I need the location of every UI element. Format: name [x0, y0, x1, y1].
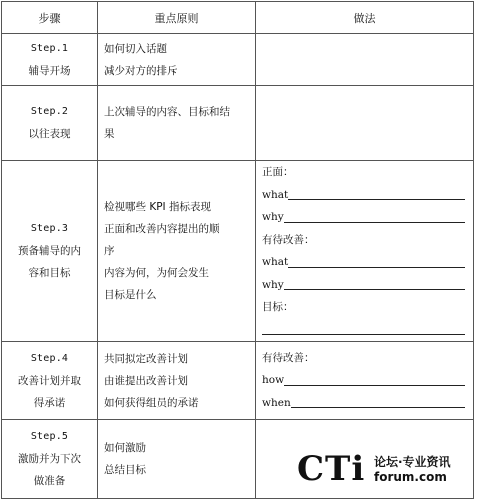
watermark-cti: CTi	[297, 449, 366, 489]
principle-line: 检视哪些 KPI 指标表现	[104, 201, 211, 213]
method-line	[262, 392, 473, 415]
principle-line: 减少对方的排斥	[104, 64, 178, 77]
principle-line: 内容为何，为何会发生	[104, 267, 209, 279]
principle-line: 目标是什么	[104, 289, 157, 301]
step-title: 激励并为下次	[18, 453, 81, 465]
table-row	[2, 86, 474, 161]
step-title: 辅导开场	[28, 64, 71, 77]
principle-line: 果	[104, 128, 115, 140]
header-principle: 重点原则	[98, 2, 256, 34]
method-label: what	[262, 256, 289, 268]
principle-line: 由谁提出改善计划	[104, 374, 188, 387]
step-cell	[2, 420, 98, 499]
coaching-steps-table	[1, 1, 474, 499]
header-step: 步骤	[2, 2, 98, 34]
step-number: Step.2	[30, 106, 69, 117]
method-label: when	[262, 396, 291, 409]
blank-line	[288, 267, 465, 268]
method-line	[262, 229, 473, 252]
step-title: 以往表现	[28, 128, 71, 140]
blank-line	[284, 222, 465, 223]
principle-cell	[98, 86, 256, 161]
step-cell	[2, 34, 98, 86]
watermark-line2: forum.com	[374, 470, 447, 484]
method-label: why	[262, 211, 284, 223]
method-line	[262, 296, 473, 319]
method-label: 有待改善：	[262, 233, 315, 246]
principle-line: 如何切入话题	[104, 42, 167, 55]
method-label: what	[262, 188, 289, 201]
header-row	[2, 2, 474, 34]
method-label: 目标：	[262, 301, 294, 313]
table-row	[2, 34, 474, 86]
principle-line: 如何获得组员的承诺	[104, 396, 199, 409]
principle-cell	[98, 34, 256, 86]
method-line	[262, 161, 473, 184]
step-number: Step.4	[30, 352, 69, 364]
principle-cell	[98, 161, 256, 342]
principle-cell	[98, 420, 256, 499]
principle-cell	[98, 342, 256, 420]
method-label: 正面：	[262, 166, 294, 178]
step-number: Step.3	[30, 223, 69, 234]
method-label: why	[262, 278, 284, 291]
step-cell	[2, 86, 98, 161]
method-cell	[256, 34, 474, 86]
step-title: 改善计划并取	[18, 374, 81, 387]
step-title: 做准备	[33, 475, 66, 487]
method-label: how	[262, 374, 285, 387]
step-cell	[2, 161, 98, 342]
step-number: Step.1	[30, 42, 69, 54]
blank-line	[291, 407, 465, 408]
table-row	[2, 161, 474, 342]
method-line	[262, 184, 473, 207]
step-title: 容和目标	[28, 267, 71, 279]
blank-line	[284, 289, 465, 290]
principle-line: 如何激励	[104, 442, 146, 454]
principle-line: 正面和改善内容提出的顺	[104, 223, 220, 235]
method-cell	[256, 161, 474, 342]
method-cell	[256, 86, 474, 161]
method-line	[262, 347, 473, 370]
principle-line: 序	[104, 245, 115, 257]
method-cell	[256, 342, 474, 420]
principle-line: 共同拟定改善计划	[104, 352, 188, 365]
method-line	[262, 369, 473, 392]
method-line	[262, 251, 473, 274]
watermark-line1: 论坛·专业资讯	[374, 455, 451, 469]
blank-line	[284, 385, 465, 386]
header-method: 做法	[256, 2, 474, 34]
blank-line	[262, 334, 465, 335]
step-number: Step.5	[30, 431, 69, 442]
method-line	[262, 319, 473, 342]
method-label: 有待改善：	[262, 351, 315, 364]
watermark-logo	[297, 449, 473, 489]
step-cell	[2, 342, 98, 420]
method-line	[262, 206, 473, 229]
table-row	[2, 342, 474, 420]
step-title: 预备辅导的内	[18, 245, 81, 257]
principle-line: 上次辅导的内容、目标和结	[104, 106, 230, 118]
principle-line: 总结目标	[104, 464, 146, 476]
step-title: 得承诺	[33, 396, 66, 409]
blank-line	[288, 199, 465, 200]
method-line	[262, 274, 473, 297]
